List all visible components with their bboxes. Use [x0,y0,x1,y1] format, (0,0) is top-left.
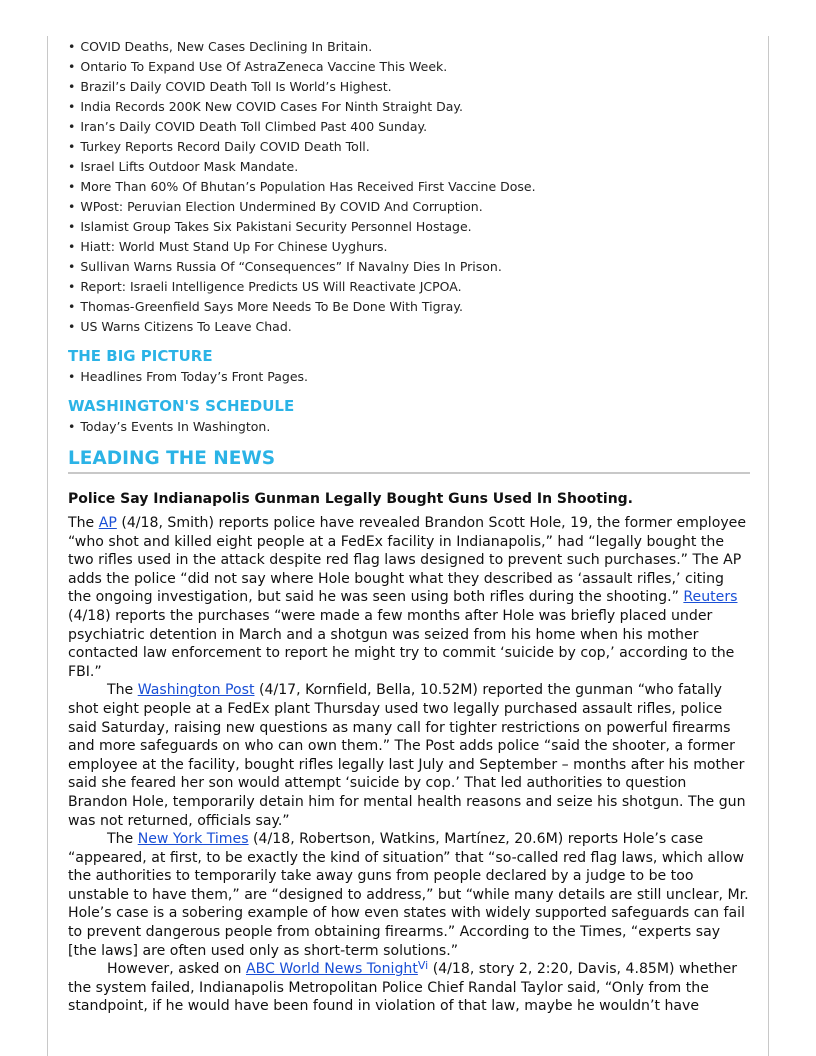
paragraph-text: (4/18, Robertson, Watkins, Martínez, 20.6M) reports Hole’s case “appeared, at first, to be exactly the kind of situation” that “so-called red flag laws, which allow the authorities to temporarily take away guns from people declared by a judge to be too unstable to have them,” are “designed to address,” but “while many details are still unclear, Mr. Hole’s case is a sobering example of how even states with widely supported safeguards can fail to prevent dangerous people from obtaining firearms.” According to the Times, “experts say [the laws] are often used only as short-term solutions.” [68,831,749,959]
headline-link[interactable]: • Thomas-Greenfield Says More Needs To Be Done With Tigray. [68,297,750,317]
headline-list [68,37,750,337]
headline-link[interactable]: • Sullivan Warns Russia Of “Consequences” If Navalny Dies In Prison. [68,257,750,277]
paragraph-text: (4/17, Kornfield, Bella, 10.52M) reported the gunman “who fatally shot eight people at a FedEx plant Thursday used two legally purchased assault rifles, police said Saturday, raising new questions as many call for tighter restrictions on powerful firearms and more safeguards on who can own them.” The Post adds police “said the shooter, a former employee at the facility, bought rifles legally last July and September – months after his mother said she feared her son would attempt ‘suicide by cop.’ That led authorities to question Brandon Hole, temporarily detain him for mental health reasons and seize his shotgun. The gun was not returned, officials say.” [68,682,746,829]
big-picture-heading: THE BIG PICTURE [68,347,213,365]
headline-link[interactable]: • WPost: Peruvian Election Undermined By COVID And Corruption. [68,197,750,217]
source-link-ap[interactable]: AP [98,515,117,531]
headline-link[interactable]: • Turkey Reports Record Daily COVID Death Toll. [68,137,750,157]
source-link-washington-post[interactable]: Washington Post [137,682,255,699]
source-link-reuters[interactable]: Reuters [683,589,738,606]
headline-link[interactable]: • Report: Israeli Intelligence Predicts US Will Reactivate JCPOA. [68,277,750,297]
headline-link[interactable]: • India Records 200K New COVID Cases For Ninth Straight Day. [68,97,750,117]
paragraph-text: (4/18, story 2, 2:20, Davis, 4.85M) whether the system failed, Indianapolis Metropolitan Police Chief Randal Taylor said, “Only from the standpoint, if he would have been found in violation of that law, maybe he wouldn’t have [68,961,738,1015]
headline-link[interactable]: • Islamist Group Takes Six Pakistani Security Personnel Hostage. [68,217,750,237]
article-paragraph-1 [68,514,750,681]
big-picture-list [68,367,750,387]
article-paragraph-2 [68,681,750,830]
headline-link[interactable]: • Israel Lifts Outdoor Mask Mandate. [68,157,750,177]
paragraph-text: However, asked on [107,961,246,978]
paragraph-text: (4/18, Smith) reports police have revealed Brandon Scott Hole, 19, the former employee “who shot and killed eight people at a FedEx facility in Indianapolis,” had “legally bought the two rifles used in the attack despite red flag laws designed to prevent such purchases.” The AP adds the police “did not say where Hole bought what they described as ‘assault rifles,’ citing the ongoing investigation, but said he was seen using both rifles during the shooting.” [68,515,747,606]
video-indicator[interactable]: Vi [417,959,429,973]
right-margin-rule [768,36,769,1056]
article-paragraph-3 [68,830,750,960]
left-margin-rule [47,36,48,1056]
article-paragraph-4 [68,960,750,1016]
source-link-new-york-times[interactable]: New York Times [137,831,249,848]
source-link-abc-world-news[interactable]: ABC World News Tonight [245,961,418,978]
paragraph-text: The [107,831,138,848]
schedule-link[interactable]: • Today’s Events In Washington. [68,417,750,437]
headline-link[interactable]: • Hiatt: World Must Stand Up For Chinese Uyghurs. [68,237,750,257]
schedule-heading: WASHINGTON'S SCHEDULE [68,397,295,415]
newsletter-content [68,37,750,1016]
paragraph-text: The [68,515,99,531]
paragraph-text: (4/18) reports the purchases “were made a few months after Hole was briefly placed under psychiatric detention in March and a shotgun was seized from his home when his mother contacted law enforcement to report he might try to commit ‘suicide by cop,’ according to the FBI.” [68,607,735,680]
schedule-list [68,417,750,437]
big-picture-link[interactable]: • Headlines From Today’s Front Pages. [68,367,750,387]
headline-link[interactable]: • Iran’s Daily COVID Death Toll Climbed Past 400 Sunday. [68,117,750,137]
paragraph-text: The [107,682,138,699]
headline-link[interactable]: • US Warns Citizens To Leave Chad. [68,317,750,337]
leading-news-heading: LEADING THE NEWS [68,448,750,474]
headline-link[interactable]: • Ontario To Expand Use Of AstraZeneca Vaccine This Week. [68,57,750,77]
headline-link[interactable]: • COVID Deaths, New Cases Declining In Britain. [68,37,750,57]
headline-link[interactable]: • More Than 60% Of Bhutan’s Population Has Received First Vaccine Dose. [68,177,750,197]
headline-link[interactable]: • Brazil’s Daily COVID Death Toll Is World’s Highest. [68,77,750,97]
article-title: Police Say Indianapolis Gunman Legally Bought Guns Used In Shooting. [68,491,633,507]
